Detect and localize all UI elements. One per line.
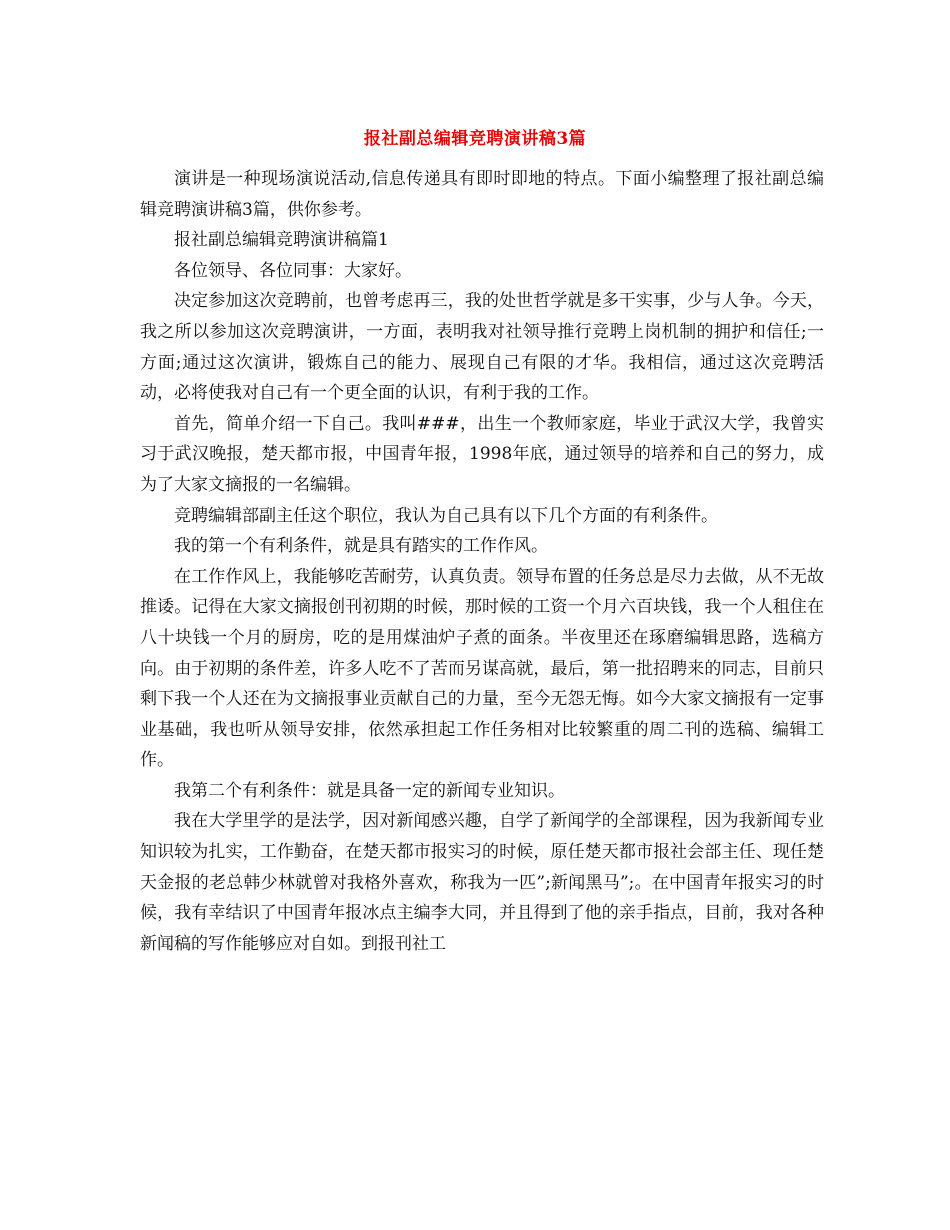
document-title: 报社副总编辑竞聘演讲稿3篇 <box>363 129 587 149</box>
paragraph-intro: 演讲是一种现场演说活动,信息传递具有即时即地的特点。下面小编整理了报社副总编辑竞聘演讲稿3篇，供你参考。 <box>140 169 824 220</box>
paragraph: 我的第一个有利条件，就是具有踏实的工作作风。 <box>174 536 548 557</box>
paragraph: 决定参加这次竞聘前，也曾考虑再三，我的处世哲学就是多干实事，少与人争。今天，我之所以参加这次竞聘演讲，一方面，表明我对社领导推行竞聘上岗机制的拥护和信任;一方面;通过这次演讲，锻炼自己的能力、展现自己有限的才华。我相信，通过这次竞聘活动，必将使我对自己有一个更全面的认识，有利于我的工作。 <box>140 291 824 404</box>
paragraph: 我在大学里学的是法学，因对新闻感兴趣，自学了新闻学的全部课程，因为我新闻专业知识较为扎实，工作勤奋，在楚天都市报实习的时候，原任楚天都市报社会部主任、现任楚天金报的老总韩少林就曾对我格外喜欢，称我为一匹”;新闻黑马”;。在中国青年报实习的时候，我有幸结识了中国青年报冰点主编李大同，并且得到了他的亲手指点，目前，我对各种新闻稿的写作能够应对自如。到报刊社工 <box>140 811 824 954</box>
paragraph-section-heading: 报社副总编辑竞聘演讲稿篇1 <box>174 230 389 251</box>
paragraph-greeting: 各位领导、各位同事：大家好。 <box>174 260 412 281</box>
document-body <box>140 164 824 959</box>
paragraph: 我第二个有利条件：就是具备一定的新闻专业知识。 <box>174 780 565 801</box>
paragraph: 在工作作风上，我能够吃苦耐劳，认真负责。领导布置的任务总是尽力去做，从不无故推诿。记得在大家文摘报创刊初期的时候，那时候的工资一个月六百块钱，我一个人租住在八十块钱一个月的厨房，吃的是用煤油炉子煮的面条。半夜里还在琢磨编辑思路，选稿方向。由于初期的条件差，许多人吃不了苦而另谋高就，最后，第一批招聘来的同志，目前只剩下我一个人还在为文摘报事业贡献自己的力量，至今无怨无悔。如今大家文摘报有一定事业基础，我也听从领导安排，依然承担起工作任务相对比较繁重的周二刊的选稿、编辑工作。 <box>140 566 824 771</box>
paragraph: 首先，简单介绍一下自己。我叫###，出生一个教师家庭，毕业于武汉大学，我曾实习于武汉晚报，楚天都市报，中国青年报，1998年底，通过领导的培养和自己的努力，成为了大家文摘报的一名编辑。 <box>140 413 824 495</box>
paragraph: 竞聘编辑部副主任这个职位，我认为自己具有以下几个方面的有利条件。 <box>174 505 718 526</box>
